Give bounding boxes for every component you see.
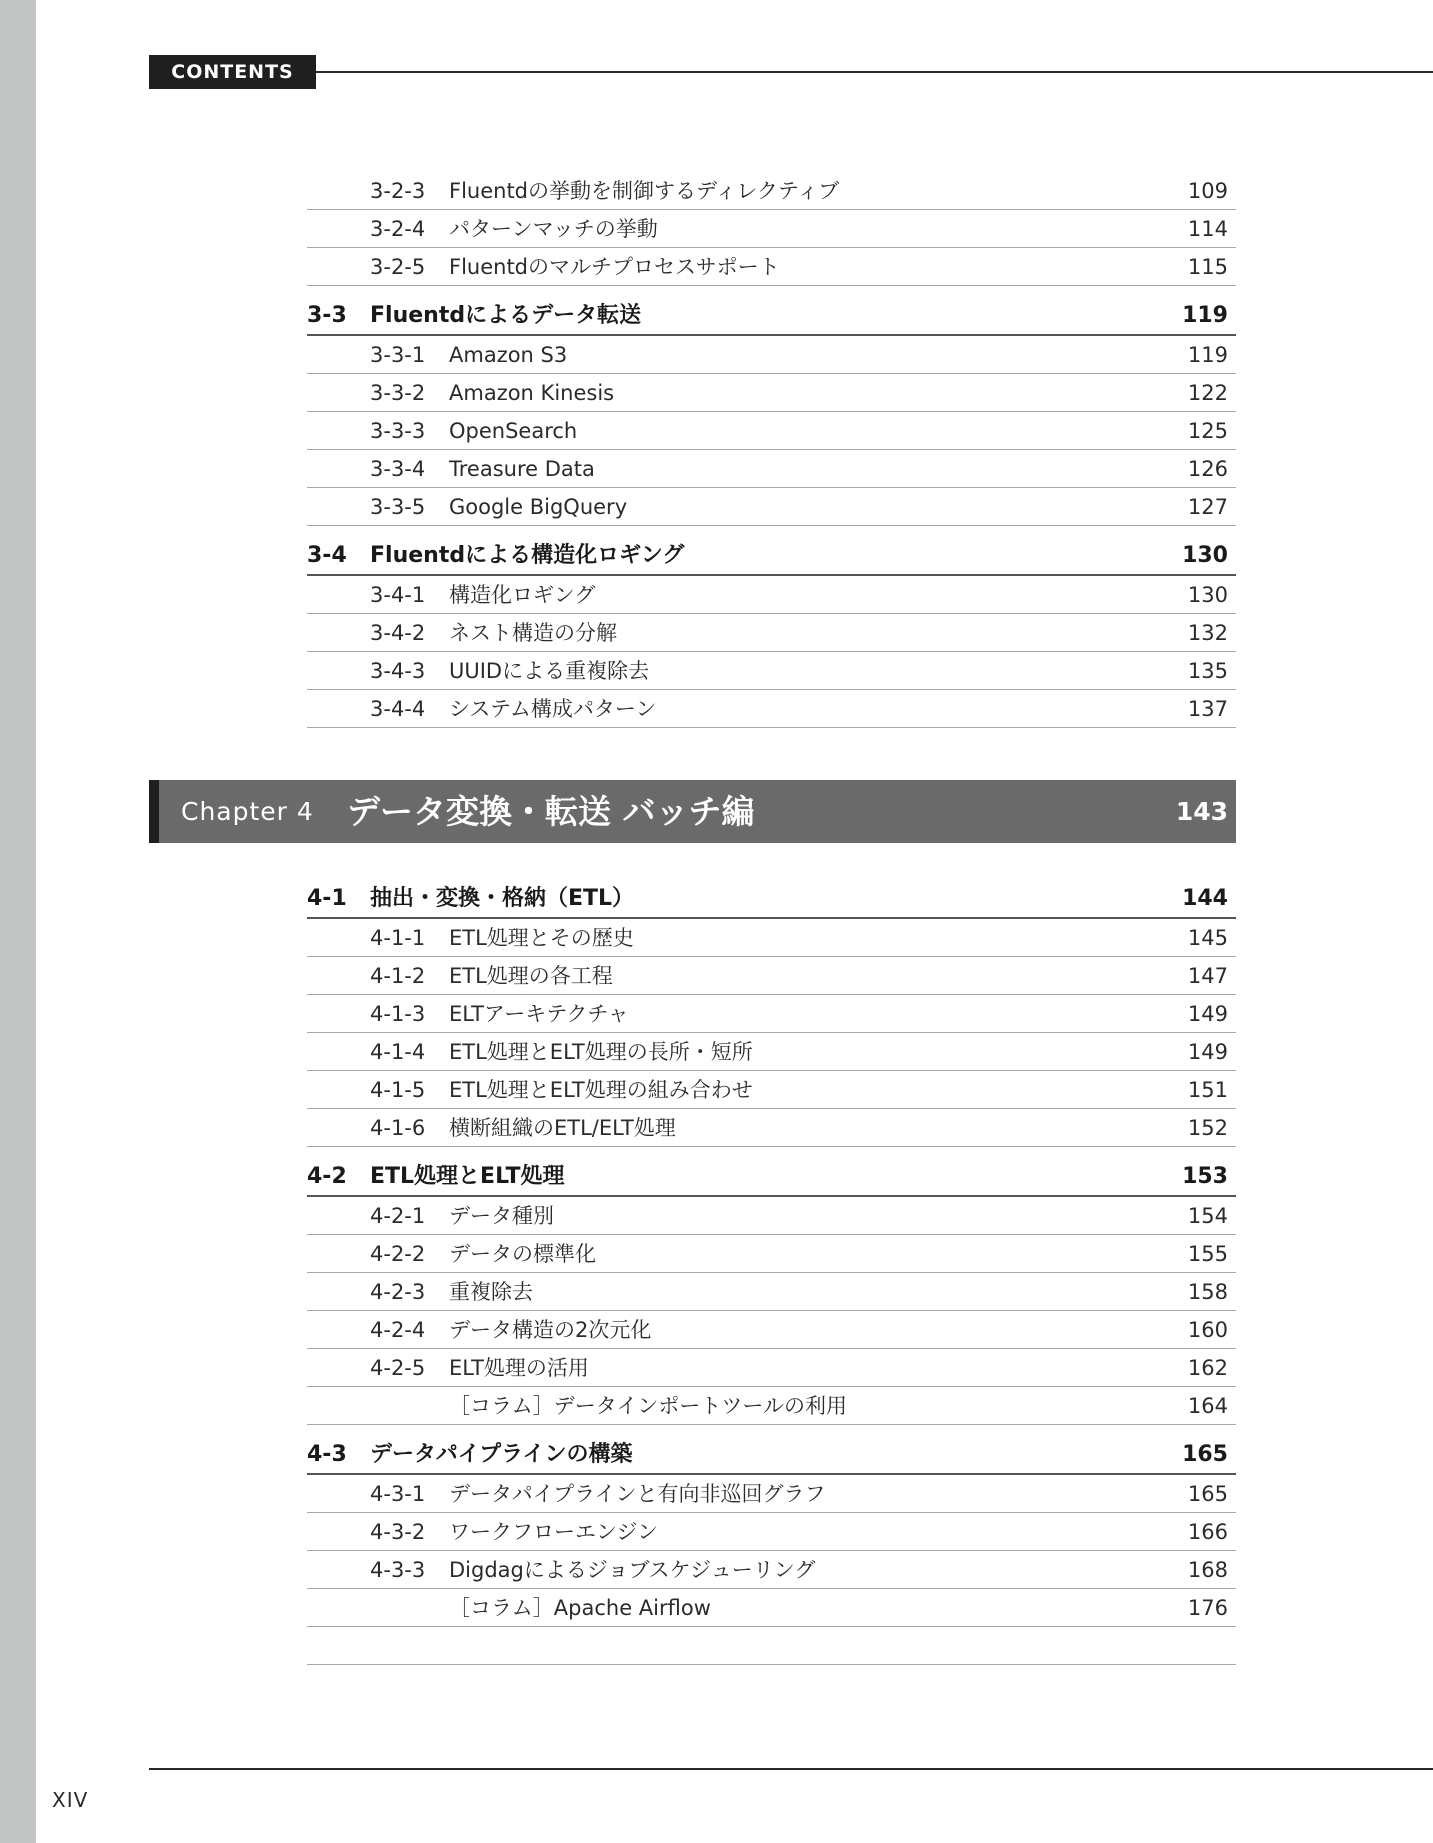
toc-subsection-row[interactable] bbox=[307, 1109, 1236, 1147]
toc-entry-title: UUIDによる重複除去 bbox=[449, 659, 650, 683]
chapter-banner-accent bbox=[149, 780, 159, 843]
toc-section-row[interactable] bbox=[307, 296, 1236, 336]
toc-subsection-row[interactable] bbox=[307, 995, 1236, 1033]
header-rule bbox=[316, 71, 1433, 73]
toc-entry-page: 153 bbox=[1182, 1164, 1228, 1189]
toc-entry-title: データの標準化 bbox=[449, 1242, 596, 1266]
toc-entry-page: 164 bbox=[1187, 1394, 1228, 1418]
toc-entry-number: 4-2-5 bbox=[370, 1356, 426, 1380]
chapter-label: Chapter 4 bbox=[181, 797, 314, 826]
toc-entry-page: 126 bbox=[1187, 457, 1228, 481]
toc-entry-page: 132 bbox=[1187, 621, 1228, 645]
toc-subsection-row[interactable] bbox=[307, 690, 1236, 728]
toc-entry-page: 168 bbox=[1187, 1558, 1228, 1582]
toc-entry-page: 130 bbox=[1187, 583, 1228, 607]
toc-entry-title: ETL処理とその歴史 bbox=[449, 926, 634, 950]
toc-subsection-row[interactable] bbox=[307, 652, 1236, 690]
toc-entry-title: Digdagによるジョブスケジューリング bbox=[449, 1558, 816, 1582]
toc-entry-page: 165 bbox=[1182, 1442, 1228, 1467]
toc-entry-title: 重複除去 bbox=[449, 1280, 533, 1304]
toc-subsection-row[interactable] bbox=[307, 1349, 1236, 1387]
chapter-banner[interactable] bbox=[149, 780, 1236, 843]
toc-entry-number: 4-1-1 bbox=[370, 926, 426, 950]
toc-entry-page: 145 bbox=[1187, 926, 1228, 950]
chapter-title: データ変換・転送 バッチ編 bbox=[347, 792, 755, 831]
toc-entry-title: 横断組織のETL/ELT処理 bbox=[449, 1116, 676, 1140]
toc-entry-number: 4-2 bbox=[307, 1164, 347, 1189]
toc-entry-number: 4-2-4 bbox=[370, 1318, 426, 1342]
toc-entry-page: 127 bbox=[1187, 495, 1228, 519]
toc-entry-title: ［コラム］データインポートツールの利用 bbox=[449, 1394, 847, 1418]
toc-entry-number: 4-3-2 bbox=[370, 1520, 426, 1544]
toc-subsection-row[interactable] bbox=[307, 1197, 1236, 1235]
toc-entry-page: 144 bbox=[1182, 886, 1228, 911]
contents-header-tag: CONTENTS bbox=[149, 55, 316, 89]
toc-entry-title: OpenSearch bbox=[449, 419, 578, 443]
toc-section-row[interactable] bbox=[307, 536, 1236, 576]
toc-entry-page: 162 bbox=[1187, 1356, 1228, 1380]
toc-section-row[interactable] bbox=[307, 1157, 1236, 1197]
chapter-page-number: 143 bbox=[1175, 797, 1228, 826]
toc-subsection-row[interactable] bbox=[307, 957, 1236, 995]
toc-entry-title: ELTアーキテクチャ bbox=[449, 1002, 629, 1026]
toc-entry-title: ［コラム］Apache Airflow bbox=[449, 1596, 711, 1620]
toc-list-chapter-4 bbox=[307, 869, 1236, 1665]
toc-entry-number: 3-3-1 bbox=[370, 343, 426, 367]
toc-entry-number: 3-4-1 bbox=[370, 583, 426, 607]
toc-subsection-row[interactable] bbox=[307, 248, 1236, 286]
toc-entry-title: Treasure Data bbox=[449, 457, 595, 481]
toc-entry-title: パターンマッチの挙動 bbox=[449, 217, 658, 241]
toc-entry-title: システム構成パターン bbox=[449, 697, 657, 721]
toc-entry-page: 160 bbox=[1187, 1318, 1228, 1342]
toc-entry-title: データ種別 bbox=[449, 1204, 554, 1228]
toc-entry-number: 3-3-3 bbox=[370, 419, 426, 443]
toc-entry-number: 3-4-4 bbox=[370, 697, 426, 721]
toc-entry-number: 3-3-4 bbox=[370, 457, 426, 481]
toc-entry-title: Fluentdによる構造化ロギング bbox=[370, 543, 685, 568]
toc-entry-title: データパイプラインの構築 bbox=[370, 1442, 633, 1467]
toc-entry-page: 109 bbox=[1187, 179, 1228, 203]
toc-entry-page: 122 bbox=[1187, 381, 1228, 405]
toc-entry-title: ワークフローエンジン bbox=[449, 1520, 658, 1544]
toc-entry-page: 165 bbox=[1187, 1482, 1228, 1506]
toc-entry-title: ETL処理とELT処理 bbox=[370, 1164, 565, 1189]
toc-entry-page: 149 bbox=[1187, 1040, 1228, 1064]
page-folio: XIV bbox=[52, 1788, 89, 1812]
toc-subsection-row[interactable] bbox=[307, 1513, 1236, 1551]
toc-entry-number: 4-3-1 bbox=[370, 1482, 426, 1506]
toc-entry-number: 4-1-3 bbox=[370, 1002, 426, 1026]
toc-entry-number: 3-3-5 bbox=[370, 495, 426, 519]
toc-entry-title: Fluentdのマルチプロセスサポート bbox=[449, 255, 780, 279]
toc-entry-title: ETL処理とELT処理の組み合わせ bbox=[449, 1078, 753, 1102]
toc-entry-number: 3-4 bbox=[307, 543, 347, 568]
page-edge-strip bbox=[0, 0, 36, 1843]
toc-subsection-row[interactable] bbox=[307, 576, 1236, 614]
toc-subsection-row[interactable] bbox=[307, 1273, 1236, 1311]
toc-entry-number: 4-1-4 bbox=[370, 1040, 426, 1064]
toc-list-chapter-3 bbox=[307, 172, 1236, 728]
toc-subsection-row[interactable] bbox=[307, 412, 1236, 450]
toc-entry-title: ネスト構造の分解 bbox=[449, 621, 617, 645]
toc-entry-number: 3-4-3 bbox=[370, 659, 426, 683]
toc-subsection-row[interactable] bbox=[307, 336, 1236, 374]
toc-subsection-row[interactable] bbox=[307, 172, 1236, 210]
toc-section-row[interactable] bbox=[307, 1435, 1236, 1475]
toc-entry-page: 154 bbox=[1187, 1204, 1228, 1228]
toc-entry-title: Google BigQuery bbox=[449, 495, 628, 519]
toc-entry-number: 3-3-2 bbox=[370, 381, 426, 405]
toc-entry-title: 構造化ロギング bbox=[449, 583, 596, 607]
toc-entry-number: 3-2-4 bbox=[370, 217, 426, 241]
toc-entry-page: 125 bbox=[1187, 419, 1228, 443]
toc-entry-page: 152 bbox=[1187, 1116, 1228, 1140]
toc-entry-page: 176 bbox=[1187, 1596, 1228, 1620]
toc-entry-page: 137 bbox=[1187, 697, 1228, 721]
toc-entry-page: 135 bbox=[1187, 659, 1228, 683]
toc-subsection-row[interactable] bbox=[307, 614, 1236, 652]
toc-entry-title: ELT処理の活用 bbox=[449, 1356, 589, 1380]
toc-entry-title: ETL処理とELT処理の長所・短所 bbox=[449, 1040, 753, 1064]
toc-blank-row bbox=[307, 1627, 1236, 1665]
toc-entry-number: 4-1-6 bbox=[370, 1116, 426, 1140]
toc-entry-number: 4-1-5 bbox=[370, 1078, 426, 1102]
toc-entry-title: データパイプラインと有向非巡回グラフ bbox=[449, 1482, 826, 1506]
toc-entry-number: 3-2-3 bbox=[370, 179, 426, 203]
toc-entry-page: 149 bbox=[1187, 1002, 1228, 1026]
toc-entry-title: Amazon Kinesis bbox=[449, 381, 615, 405]
toc-entry-title: Fluentdの挙動を制御するディレクティブ bbox=[449, 179, 840, 203]
toc-entry-page: 166 bbox=[1187, 1520, 1228, 1544]
toc-subsection-row[interactable] bbox=[307, 1033, 1236, 1071]
toc-subsection-row[interactable] bbox=[307, 374, 1236, 412]
footer-rule bbox=[149, 1768, 1433, 1770]
toc-entry-page: 155 bbox=[1187, 1242, 1228, 1266]
toc-subsection-row[interactable] bbox=[307, 1071, 1236, 1109]
toc-entry-number: 4-1-2 bbox=[370, 964, 426, 988]
toc-entry-number: 3-2-5 bbox=[370, 255, 426, 279]
toc-entry-title: データ構造の2次元化 bbox=[449, 1318, 652, 1342]
toc-subsection-row[interactable] bbox=[307, 1235, 1236, 1273]
toc-entry-number: 4-2-1 bbox=[370, 1204, 426, 1228]
toc-entry-page: 119 bbox=[1187, 343, 1228, 367]
toc-entry-number: 3-3 bbox=[307, 303, 347, 328]
toc-entry-number: 4-2-3 bbox=[370, 1280, 426, 1304]
toc-entry-page: 130 bbox=[1182, 543, 1228, 568]
toc-entry-title: ETL処理の各工程 bbox=[449, 964, 613, 988]
toc-entry-number: 4-1 bbox=[307, 886, 347, 911]
toc-column-row[interactable] bbox=[307, 1387, 1236, 1425]
toc-entry-page: 119 bbox=[1182, 303, 1228, 328]
toc-column-row[interactable] bbox=[307, 1589, 1236, 1627]
toc-entry-title: Fluentdによるデータ転送 bbox=[370, 303, 642, 328]
toc-entry-title: 抽出・変換・格納（ETL） bbox=[370, 886, 635, 911]
toc-entry-page: 115 bbox=[1187, 255, 1228, 279]
toc-entry-number: 3-4-2 bbox=[370, 621, 426, 645]
toc-entry-number: 4-3-3 bbox=[370, 1558, 426, 1582]
toc-entry-number: 4-2-2 bbox=[370, 1242, 426, 1266]
toc-entry-number: 4-3 bbox=[307, 1442, 347, 1467]
toc-subsection-row[interactable] bbox=[307, 1311, 1236, 1349]
toc-subsection-row[interactable] bbox=[307, 1475, 1236, 1513]
toc-entry-title: Amazon S3 bbox=[449, 343, 568, 367]
toc-subsection-row[interactable] bbox=[307, 210, 1236, 248]
toc-entry-page: 158 bbox=[1187, 1280, 1228, 1304]
toc-entry-page: 151 bbox=[1187, 1078, 1228, 1102]
toc-subsection-row[interactable] bbox=[307, 1551, 1236, 1589]
toc-entry-page: 114 bbox=[1187, 217, 1228, 241]
toc-subsection-row[interactable] bbox=[307, 450, 1236, 488]
toc-section-row[interactable] bbox=[307, 879, 1236, 919]
toc-entry-page: 147 bbox=[1187, 964, 1228, 988]
toc-subsection-row[interactable] bbox=[307, 488, 1236, 526]
toc-subsection-row[interactable] bbox=[307, 919, 1236, 957]
